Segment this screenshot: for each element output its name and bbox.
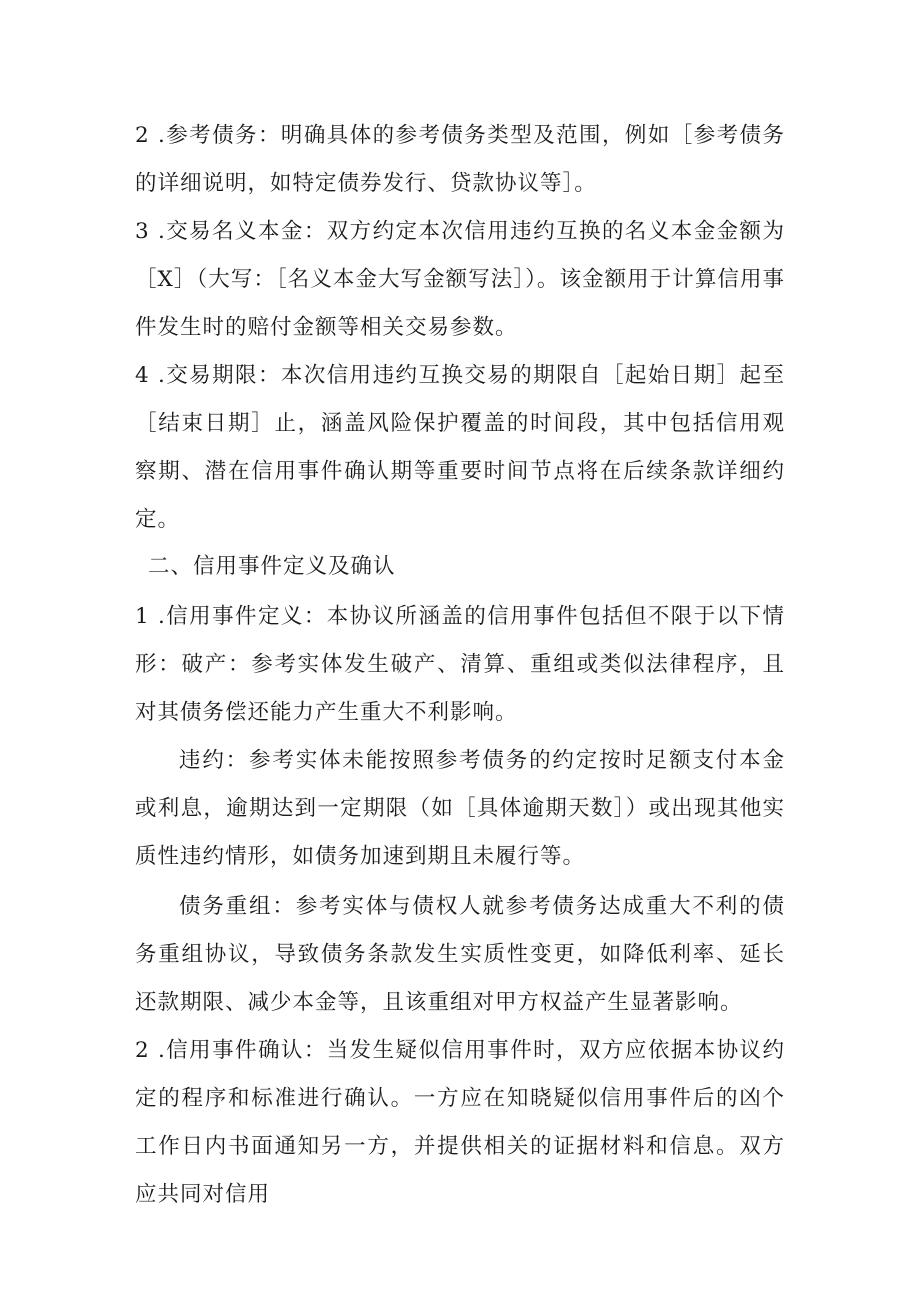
clause-reference-debt: 2 .参考债务：明确具体的参考债务类型及范围，例如［参考债务的详细说明，如特定债券发行、贷款协议等］。: [135, 123, 785, 196]
clause-transaction-term: 4 .交易期限：本次信用违约互换交易的期限自［起始日期］起至［结束日期］止，涵盖风险保护覆盖的时间段，其中包括信用观察期、潜在信用事件确认期等重要时间节点将在后续条款详细约定。: [135, 363, 785, 532]
clause-notional-amount: 3 .交易名义本金：双方约定本次信用违约互换的名义本金金额为［X］（大写：［名义本金大写金额写法］）。该金额用于计算信用事件发生时的赔付金额等相关交易参数。: [135, 219, 785, 340]
clause-credit-event-definition: 1 .信用事件定义：本协议所涵盖的信用事件包括但不限于以下情形：破产：参考实体发生破产、清算、重组或类似法律程序，且对其债务偿还能力产生重大不利影响。: [135, 604, 785, 725]
section-heading-credit-events: 二、信用事件定义及确认: [148, 554, 396, 579]
clause-debt-restructuring: 债务重组：参考实体与债权人就参考债务达成重大不利的债务重组协议，导致债务条款发生实质性变更，如降低利率、延长还款期限、减少本金等，且该重组对甲方权益产生显著影响。: [135, 894, 785, 1015]
clause-credit-event-confirmation: 2 .信用事件确认：当发生疑似信用事件时，双方应依据本协议约定的程序和标准进行确认。一方应在知晓疑似信用事件后的凶个工作日内书面通知另一方，并提供相关的证据材料和信息。双方应共同对信用: [135, 1038, 785, 1207]
clause-default: 违约：参考实体未能按照参考债务的约定按时足额支付本金或利息，逾期达到一定期限（如［具体逾期天数］）或出现其他实质性违约情形，如债务加速到期且未履行等。: [135, 748, 785, 869]
